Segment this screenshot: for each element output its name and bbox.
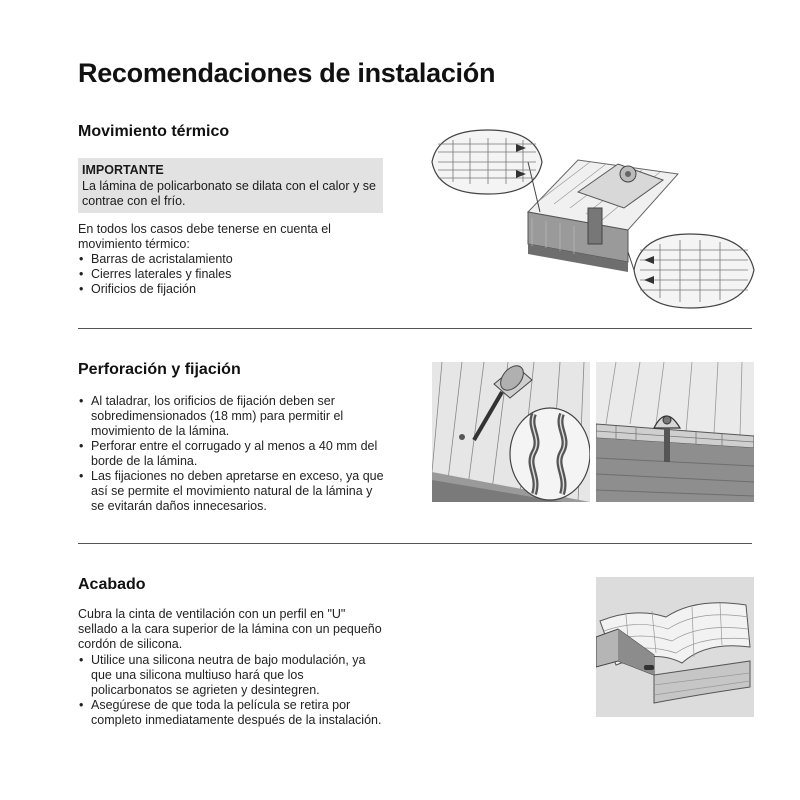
section-heading-drilling: Perforación y fijación: [78, 361, 241, 378]
thermal-bullets: [78, 252, 378, 297]
section-divider: [78, 328, 752, 329]
magnifier-top: [432, 130, 542, 212]
page-title: Recomendaciones de instalación: [78, 58, 496, 88]
drilling-bullets: [78, 394, 388, 514]
u-profile-illustration: [596, 577, 754, 717]
list-item: • Cierres laterales y finales: [78, 267, 378, 282]
section-heading-finishing: Acabado: [78, 576, 146, 593]
list-item: • Al taladrar, los orificios de fijación deben ser sobredimensionados (18 mm) para permitir el movimiento de la lámina.: [78, 394, 388, 439]
list-item: • Barras de acristalamiento: [78, 252, 378, 267]
important-box: [78, 158, 383, 213]
list-item: • Las fijaciones no deben apretarse en exceso, ya que así se permite el movimiento natural de la lámina y se evitarán daños innecesarios.: [78, 469, 388, 514]
section-heading-thermal: Movimiento térmico: [78, 123, 230, 140]
finishing-intro: Cubra la cinta de ventilación con un perfil en "U" sellado a la cara superior de la lámina con un pequeño cordón de silicona.: [78, 607, 382, 651]
thermal-intro: En todos los casos debe tenerse en cuenta el movimiento térmico:: [78, 222, 331, 251]
list-item: • Utilice una silicona neutra de bajo modulación, ya que una silicona multiuso hará que los policarbonatos se agrieten y desintegren.: [78, 653, 388, 698]
list-item: • Orificios de fijación: [78, 282, 378, 297]
important-label: IMPORTANTE: [82, 163, 164, 177]
fixing-screw-illustration: [596, 362, 754, 502]
thermal-movement-illustration: [428, 122, 760, 318]
section-divider: [78, 543, 752, 544]
important-text: La lámina de policarbonato se dilata con el calor y se contrae con el frío.: [82, 179, 376, 208]
drilling-illustration: [432, 362, 590, 502]
finishing-bullets: [78, 653, 388, 728]
magnifier-bottom: [628, 234, 754, 308]
list-item: • Perforar entre el corrugado y al menos a 40 mm del borde de la lámina.: [78, 439, 388, 469]
list-item: • Asegúrese de que toda la película se retira por completo inmediatamente después de la instalación.: [78, 698, 388, 728]
